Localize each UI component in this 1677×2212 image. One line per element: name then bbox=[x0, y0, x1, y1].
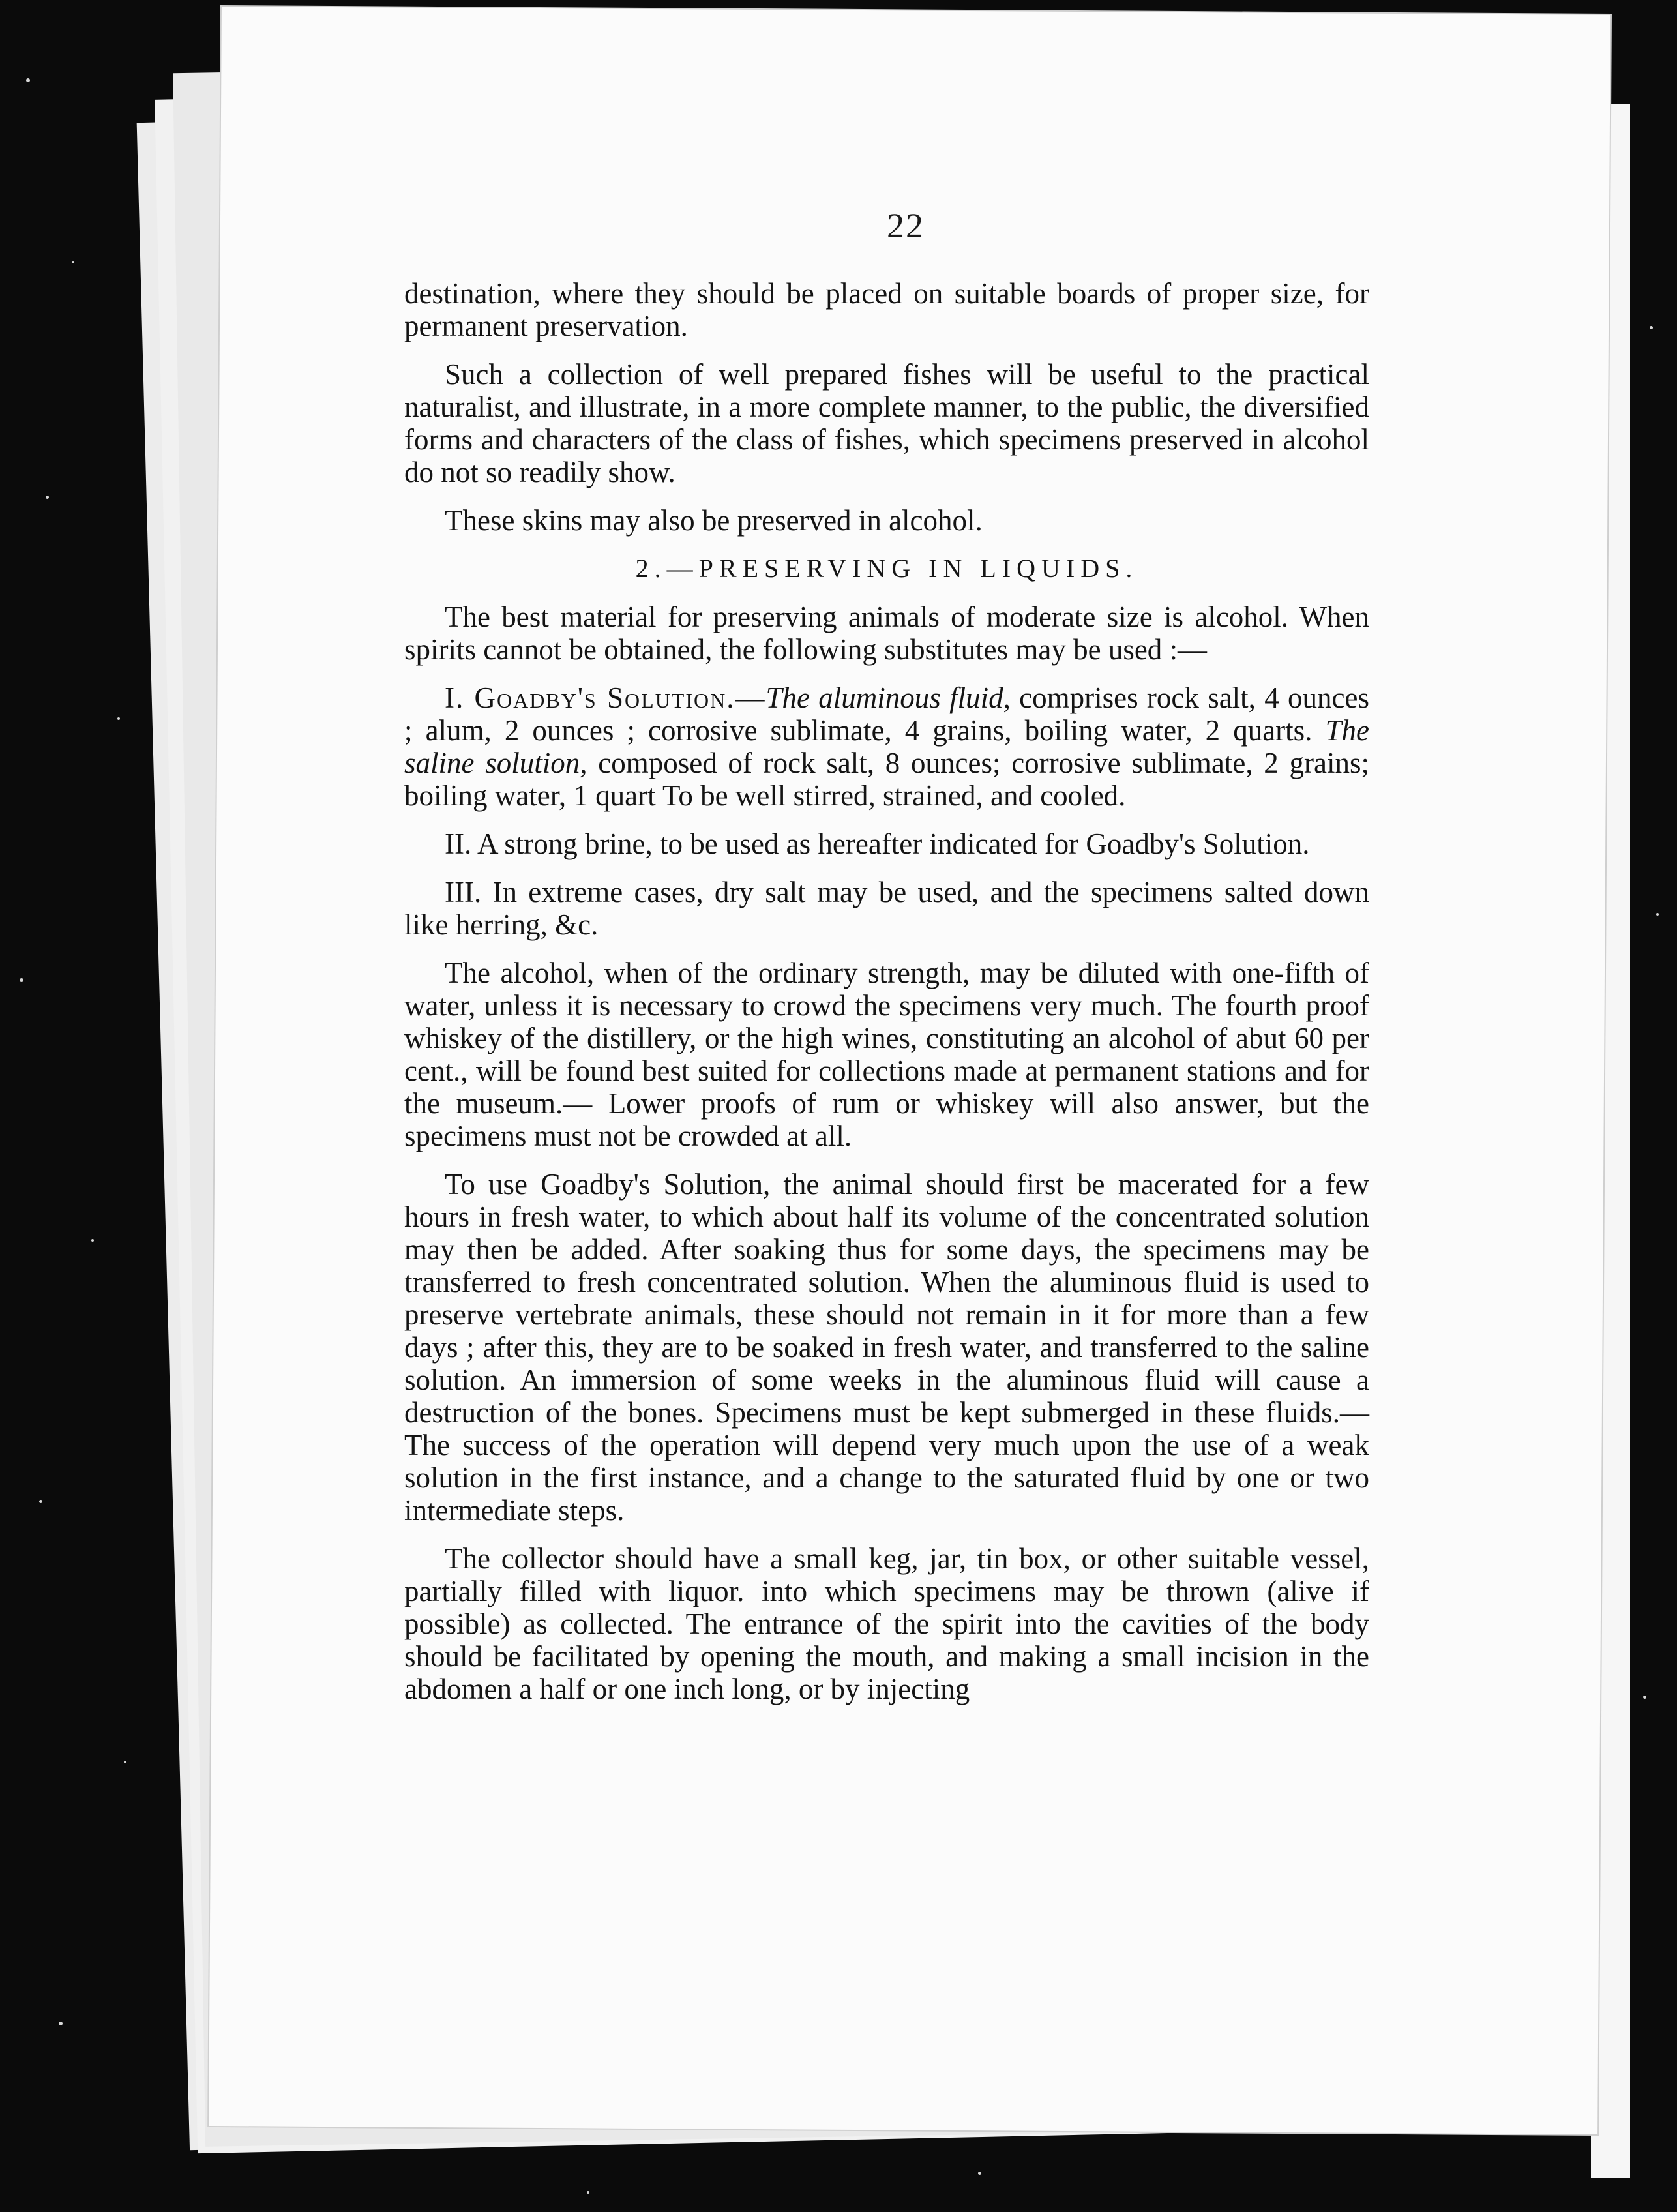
dust-speck bbox=[59, 2022, 63, 2025]
dust-speck bbox=[1656, 913, 1659, 916]
aluminous-fluid-term: The aluminous fluid, bbox=[765, 681, 1011, 714]
dust-speck bbox=[1643, 1696, 1646, 1699]
dust-speck bbox=[91, 1239, 94, 1242]
section-heading: 2.—PRESERVING IN LIQUIDS. bbox=[635, 554, 1138, 583]
dust-speck bbox=[26, 78, 30, 82]
item-label: I. Goadby's Solution.— bbox=[445, 681, 766, 714]
dust-speck bbox=[117, 717, 120, 720]
item-goadby-solution bbox=[404, 681, 1369, 812]
aluminous-fluid-text: comprises rock salt, 4 ounces ; alum, 2 ounces ; corrosive sublimate, 4 grains, boiling water, 2 quarts. bbox=[404, 681, 1369, 747]
paragraph-goadby-use: To use Goadby's Solution, the animal should first be macerated for a few hours in fresh water, to which about half its volume of the concentrated solution may then be added. After soaking thus for some days, the specimens may be transferred to fresh concentrated solution. When the aluminous fluid is used to preserve vertebrate animals, these should not remain in it for more than a few days ; after this, they are to be soaked in fresh water, and transferred to the saline solution. An immersion of some weeks in the aluminous fluid will cause a destruction of the bones. Specimens must be kept submerged in these fluids.— The success of the operation will depend very much upon the use of a weak solution in the first instance, and a change to the saturated fluid by one or two intermediate steps. bbox=[404, 1168, 1369, 1527]
dust-speck bbox=[978, 2172, 981, 2175]
dust-speck bbox=[1650, 326, 1653, 329]
dust-speck bbox=[587, 2191, 589, 2194]
paragraph-skins: These skins may also be preserved in alcohol. bbox=[445, 504, 983, 537]
dust-speck bbox=[124, 1761, 126, 1763]
paragraph-intro: The best material for preserving animals of moderate size is alcohol. When spirits cannot be obtained, the following substitutes may be used :— bbox=[404, 601, 1369, 666]
saline-solution-text: composed of rock salt, 8 ounces; corrosive sublimate, 2 grains; boiling water, 1 quart To be well stirred, strained, and cooled. bbox=[404, 747, 1370, 812]
dust-speck bbox=[46, 496, 49, 499]
dust-speck bbox=[39, 1500, 42, 1503]
dust-speck bbox=[72, 261, 74, 263]
item-dry-salt: III. In extreme cases, dry salt may be used, and the specimens salted down like herring, &c. bbox=[404, 876, 1369, 941]
body-text bbox=[404, 277, 1369, 1721]
paragraph-continuation: destination, where they should be placed on suitable boards of proper size, for permanent preservation. bbox=[404, 277, 1369, 342]
item-strong-brine: II. A strong brine, to be used as hereafter indicated for Goadby's Solution. bbox=[445, 828, 1310, 860]
page-number: 22 bbox=[887, 206, 925, 245]
paragraph-collector: The collector should have a small keg, jar, tin box, or other suitable vessel, partially filled with liquor. into which specimens may be thrown (alive if possible) as collected. The entrance of the spirit into the cavities of the body should be facilitated by opening the mouth, and making a small incision in the abdomen a half or one inch long, or by injecting bbox=[404, 1542, 1369, 1705]
paragraph-collection: Such a collection of well prepared fishes will be useful to the practical naturalist, and illustrate, in a more complete manner, to the public, the diversified forms and characters of the class of fishes, which specimens preserved in alcohol do not so readily show. bbox=[404, 358, 1369, 488]
dust-speck bbox=[20, 978, 23, 982]
saline-solution-term: The saline solution, bbox=[404, 714, 1369, 779]
paragraph-alcohol: The alcohol, when of the ordinary strength, may be diluted with one-fifth of water, unless it is necessary to crowd the specimens very much. The fourth proof whiskey of the distillery, or the high wines, constituting an alcohol of abut 60 per cent., will be found best suited for collections made at permanent stations and for the museum.— Lower proofs of rum or whiskey will also answer, but the specimens must not be crowded at all. bbox=[404, 957, 1369, 1152]
